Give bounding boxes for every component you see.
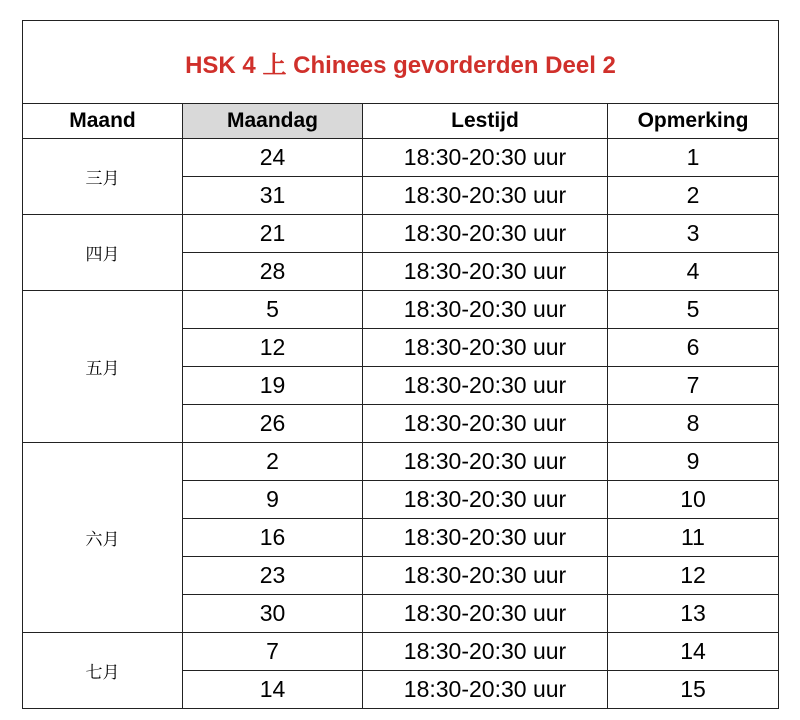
time-cell: 18:30-20:30 uur <box>363 481 608 519</box>
time-cell: 18:30-20:30 uur <box>363 291 608 329</box>
month-cell: 五月 <box>23 291 183 443</box>
table-row <box>23 215 779 253</box>
day-cell: 14 <box>183 671 363 709</box>
day-cell: 23 <box>183 557 363 595</box>
header-row <box>23 104 779 139</box>
table-title: HSK 4 上 Chinees gevorderden Deel 2 <box>23 21 779 104</box>
time-cell: 18:30-20:30 uur <box>363 139 608 177</box>
time-cell: 18:30-20:30 uur <box>363 519 608 557</box>
day-cell: 31 <box>183 177 363 215</box>
day-cell: 12 <box>183 329 363 367</box>
time-cell: 18:30-20:30 uur <box>363 329 608 367</box>
time-cell: 18:30-20:30 uur <box>363 557 608 595</box>
day-cell: 19 <box>183 367 363 405</box>
day-cell: 21 <box>183 215 363 253</box>
header-maandag: Maandag <box>183 104 363 139</box>
time-cell: 18:30-20:30 uur <box>363 253 608 291</box>
table-row <box>23 633 779 671</box>
schedule-table <box>22 20 779 709</box>
time-cell: 18:30-20:30 uur <box>363 595 608 633</box>
day-cell: 26 <box>183 405 363 443</box>
day-cell: 28 <box>183 253 363 291</box>
note-cell: 14 <box>608 633 779 671</box>
day-cell: 2 <box>183 443 363 481</box>
day-cell: 16 <box>183 519 363 557</box>
month-cell: 三月 <box>23 139 183 215</box>
time-cell: 18:30-20:30 uur <box>363 671 608 709</box>
note-cell: 15 <box>608 671 779 709</box>
day-cell: 24 <box>183 139 363 177</box>
table-row <box>23 139 779 177</box>
note-cell: 7 <box>608 367 779 405</box>
schedule-body <box>23 139 779 709</box>
note-cell: 9 <box>608 443 779 481</box>
note-cell: 2 <box>608 177 779 215</box>
table-row <box>23 291 779 329</box>
note-cell: 13 <box>608 595 779 633</box>
time-cell: 18:30-20:30 uur <box>363 443 608 481</box>
month-cell: 四月 <box>23 215 183 291</box>
day-cell: 7 <box>183 633 363 671</box>
time-cell: 18:30-20:30 uur <box>363 177 608 215</box>
note-cell: 10 <box>608 481 779 519</box>
header-opmerking: Opmerking <box>608 104 779 139</box>
note-cell: 11 <box>608 519 779 557</box>
day-cell: 30 <box>183 595 363 633</box>
note-cell: 12 <box>608 557 779 595</box>
time-cell: 18:30-20:30 uur <box>363 405 608 443</box>
header-lestijd: Lestijd <box>363 104 608 139</box>
time-cell: 18:30-20:30 uur <box>363 367 608 405</box>
note-cell: 5 <box>608 291 779 329</box>
header-maand: Maand <box>23 104 183 139</box>
note-cell: 8 <box>608 405 779 443</box>
day-cell: 5 <box>183 291 363 329</box>
day-cell: 9 <box>183 481 363 519</box>
title-row <box>23 21 779 104</box>
time-cell: 18:30-20:30 uur <box>363 215 608 253</box>
table-row <box>23 443 779 481</box>
month-cell: 七月 <box>23 633 183 709</box>
note-cell: 6 <box>608 329 779 367</box>
month-cell: 六月 <box>23 443 183 633</box>
note-cell: 3 <box>608 215 779 253</box>
note-cell: 4 <box>608 253 779 291</box>
note-cell: 1 <box>608 139 779 177</box>
time-cell: 18:30-20:30 uur <box>363 633 608 671</box>
